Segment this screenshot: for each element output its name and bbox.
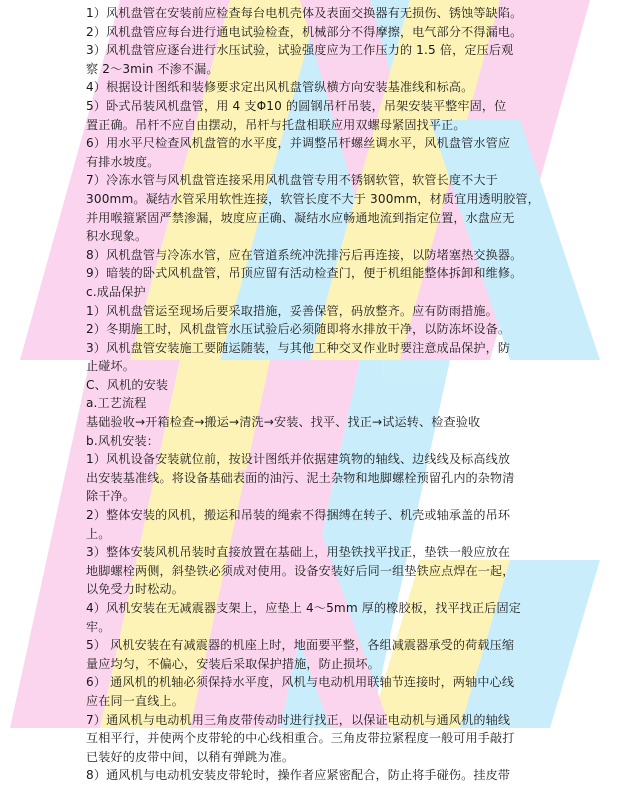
text-line: b.风机安装： — [86, 433, 160, 448]
text-line: 2）风机盘管应每台进行通电试验检查，机械部分不得摩擦，电气部分不得漏电。 — [86, 24, 523, 39]
text-line: 4）风机安装在无减震器支架上，应垫上 4～5mm 厚的橡胶板，找平找正后固定 — [86, 601, 521, 615]
text-line: 置正确。吊杆不应自由摆动，吊杆与托盘相联应用双螺母紧固找平正。 — [86, 117, 466, 132]
text-line: 1）风机设备安装就位前，按设计图纸并依据建筑物的轴线、边线线及标高线放 — [86, 452, 511, 467]
text-line: 9）暗装的卧式风机盘管，吊顶应留有活动检查门，便于机组能整体拆卸和维修。 — [86, 266, 523, 281]
text-line: 3）整体安装风机吊装时直接放置在基础上，用垫铁找平找正，垫铁一般应放在 — [86, 545, 511, 560]
text-line: 3）风机盘管安装施工要随运随装，与其他工种交叉作业时要注意成品保护，防 — [86, 340, 511, 355]
text-line: 地脚螺栓两侧，斜垫铁必须成对使用。设备安装好后同一组垫铁应点焊在一起， — [86, 563, 515, 578]
text-line: 以免受力时松动。 — [86, 582, 184, 597]
text-line: 5） 风机安装在有减震器的机座上时，地面要平整，各组减震器承受的荷载压缩 — [86, 638, 515, 653]
text-line: 1）风机盘管运至现场后要采取措施，妥善保管，码放整齐。应有防雨措施。 — [86, 303, 498, 318]
text-line: 2）整体安装的风机，搬运和吊装的绳索不得捆缚在转子、机壳或轴承盖的吊环 — [86, 508, 511, 523]
text-line: 积水现象。 — [86, 229, 148, 244]
text-line: 除干净。 — [86, 489, 135, 504]
text-line: 6）用水平尺检查风机盘管的水平度，并调整吊杆螺丝调水平，风机盘管水管应 — [86, 136, 511, 151]
text-line: 上。 — [86, 526, 111, 541]
text-line: C、风机的安装 — [86, 377, 169, 392]
text-line: 已装好的皮带中间，以稍有弹跳为准。 — [86, 749, 295, 764]
text-line: 应在同一直线上。 — [86, 693, 184, 708]
text-line: 2）冬期施工时，风机盘管水压试验后必须随即将水排放干净，以防冻坏设备。 — [86, 322, 511, 337]
text-line: 互相平行，并使两个皮带轮的中心线相重合。三角皮带拉紧程度一般可用手敲打 — [86, 731, 515, 746]
text-line: 有排水坡度。 — [86, 154, 160, 169]
text-line: 300mm。凝结水管采用软性连接，软管长度不大于 300mm，材质宜用透明胶管， — [86, 191, 540, 206]
text-line: a.工艺流程 — [86, 396, 147, 411]
text-line: 并用喉箍紧固严禁渗漏，坡度应正确、凝结水应畅通地流到指定位置，水盘应无 — [86, 210, 515, 225]
text-line: 察 2～3min 不渗不漏。 — [86, 61, 219, 76]
text-line: 8）通风机与电动机安装皮带轮时，操作者应紧密配合，防止将手碰伤。挂皮带 — [86, 768, 511, 783]
text-line: 止碰坏。 — [86, 359, 135, 374]
text-line: 7）通风机与电动机用三角皮带传动时进行找正，以保证电动机与通风机的轴线 — [86, 712, 511, 727]
text-line: 1）风机盘管在安装前应检查每台电机壳体及表面交换器有无损伤、锈蚀等缺陷。 — [86, 6, 523, 20]
text-line: c.成品保护 — [86, 284, 146, 299]
text-line: 出安装基准线。将设备基础表面的油污、泥土杂物和地脚螺栓预留孔内的杂物清 — [86, 470, 515, 485]
text-line: 基础验收→开箱检查→搬运→清洗→安装、找平、找正→试运转、检查验收 — [86, 415, 481, 430]
text-line: 牢。 — [86, 619, 111, 634]
text-line: 量应均匀，不偏心，安装后采取保护措施，防止损坏。 — [86, 656, 380, 671]
text-line: 4）根据设计图纸和装修要求定出风机盘管纵横方向安装基准线和标高。 — [86, 80, 474, 95]
document-body — [86, 4, 586, 785]
text-line: 8）风机盘管与冷冻水管，应在管道系统冲洗排污后再连接，以防堵塞热交换器。 — [86, 247, 523, 262]
text-line: 3）风机盘管应逐台进行水压试验，试验强度应为工作压力的 1.5 倍，定压后观 — [86, 43, 514, 58]
text-line: 7）冷冻水管与风机盘管连接采用风机盘管专用不锈钢软管，软管长度不大于 — [86, 173, 498, 188]
text-line: 6） 通风机的机轴必须保持水平度，风机与电动机用联轴节连接时，两轴中心线 — [86, 675, 515, 690]
text-line: 5）卧式吊装风机盘管，用 4 支Φ10 的圆钢吊杆吊装，吊架安装平整牢固，位 — [86, 98, 507, 113]
